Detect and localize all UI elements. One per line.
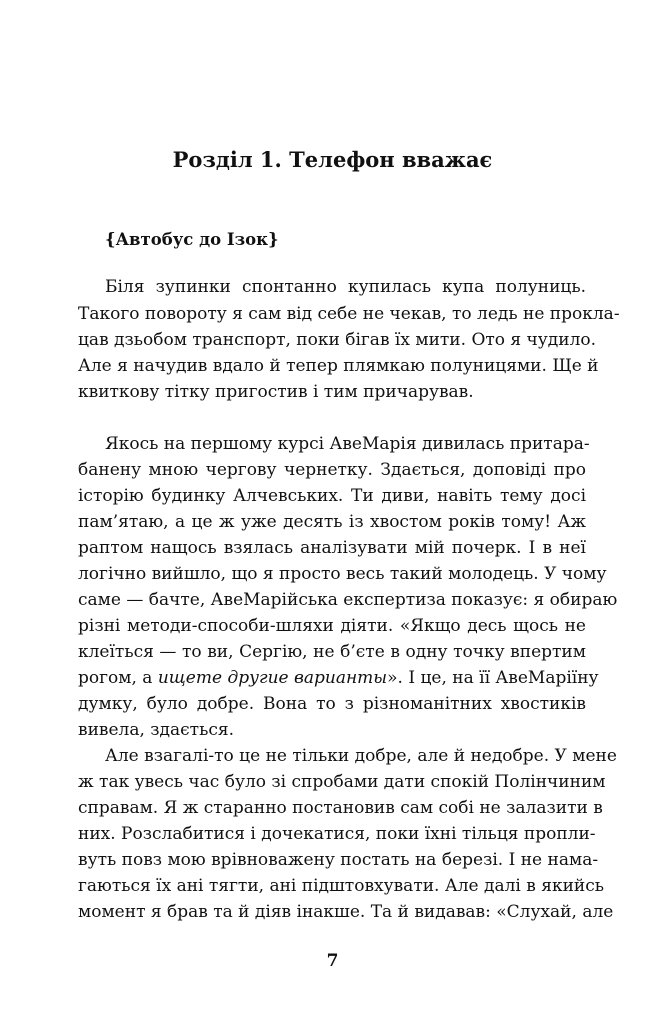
text-line: раптом нащось взялась аналізувати мій почерк. І в неї [78, 538, 586, 558]
text-line: ж так увесь час було зі спробами дати спокій Полінчиним [78, 772, 606, 792]
text-line-with-italic [78, 665, 599, 691]
text-line: цав дзьобом транспорт, поки бігав їх мити. Ото я чудило. [78, 330, 597, 350]
text-line: пам’ятаю, а це ж уже десять із хвостом років тому! Аж [78, 512, 586, 532]
text-line: банену мною чергову чернетку. Здається, доповіді про [78, 460, 586, 480]
text-line: логічно вийшло, що я просто весь такий молодець. У чому [78, 564, 607, 584]
text-line: квиткову тітку пригостив і тим причарував. [78, 382, 474, 402]
text-line: них. Розслабитися і дочекатися, поки їхні тільця пропли- [78, 824, 596, 844]
text-line: Але взагалі-то це не тільки добре, але й недобре. У мене [105, 746, 617, 766]
chapter-title: Розділ 1. Телефон вважає [172, 147, 493, 172]
page-number: 7 [326, 951, 339, 971]
text-line: Якось на першому курсі АвеМарія дивилась притара- [105, 434, 590, 454]
text-line: момент я брав та й діяв інакше. Та й видавав: «Слухай, але [78, 902, 614, 922]
text-line: Біля зупинки спонтанно купилась купа полуниць. [105, 277, 586, 297]
text-line: гаються їх ані тягти, ані підштовхувати. Але далі в якийсь [78, 876, 605, 896]
text-line: Такого повороту я сам від себе не чекав, то ледь не прокла- [78, 304, 620, 324]
text-segment: рогом, а [78, 668, 158, 688]
text-line: історію будинку Алчевських. Ти диви, навіть тему досі [78, 486, 586, 506]
text-line: різні методи-способи-шляхи діяти. «Якщо десь щось не [78, 616, 586, 636]
text-line: справам. Я ж старанно постановив сам собі не залазити в [78, 798, 603, 818]
italic-phrase: ищете другие варианты [157, 668, 388, 688]
section-heading: {Автобус до Ізок} [105, 230, 279, 249]
text-line: Але я начудив вдало й тепер плямкаю полуницями. Ще й [78, 356, 599, 376]
text-line: саме — бачте, АвеМарійська експертиза показує: я обираю [78, 590, 618, 610]
text-line: думку, було добре. Вона то з різноманітних хвостиків [78, 694, 586, 714]
text-line: вивела, здається. [78, 720, 234, 740]
text-line: вуть повз мою врівноважену постать на березі. І не нама- [78, 850, 599, 870]
text-segment: ». І це, на її АвеМаріїну [387, 668, 599, 688]
text-line: клеїться — то ви, Сергію, не б’єте в одну точку впертим [78, 642, 586, 662]
